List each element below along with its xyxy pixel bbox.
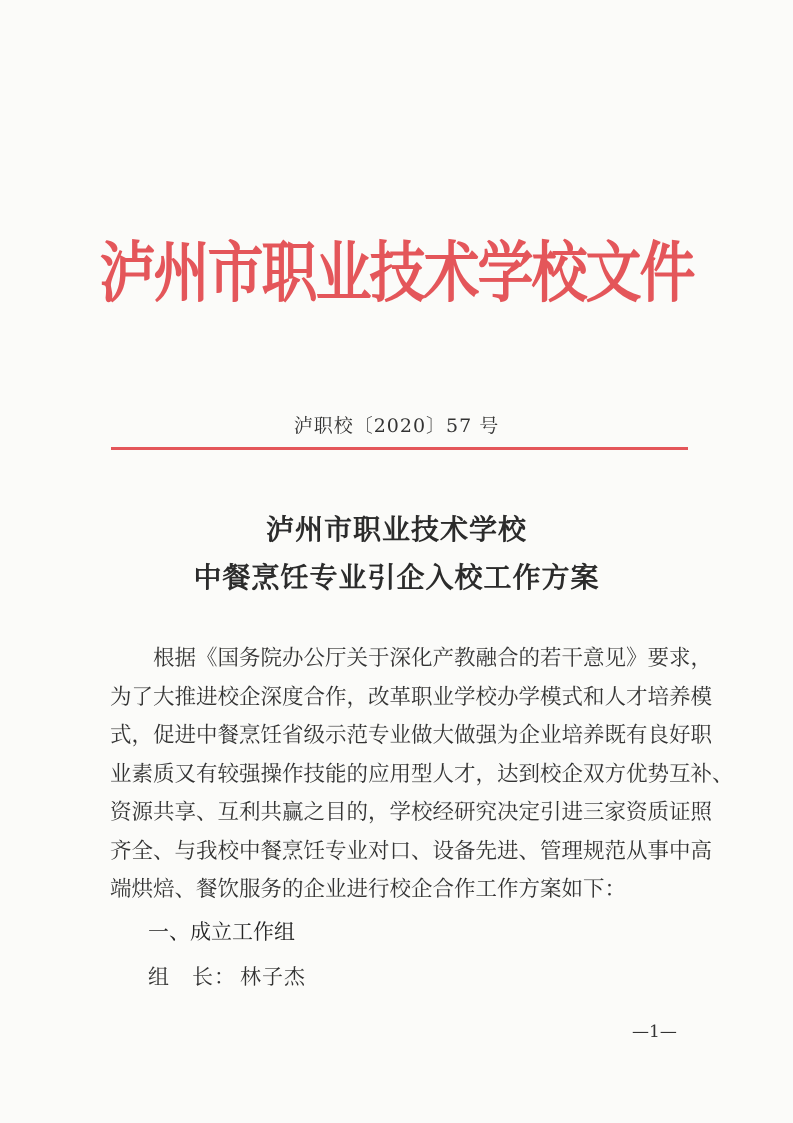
member-name: 林子杰 xyxy=(240,965,306,989)
member-role-label: 组 长： xyxy=(148,965,236,989)
paragraph-line: 式，促进中餐烹饪省级示范专业做大做强为企业培养既有良好职 xyxy=(110,723,713,748)
paragraph-line: 业素质又有较强操作技能的应用型人才，达到校企双方优势互补、 xyxy=(110,761,734,787)
paragraph-line: 根据《国务院办公厅关于深化产教融合的若干意见》要求， xyxy=(110,646,713,671)
paragraph-line: 为了大推进校企深度合作，改革职业学校办学模式和人才培养模 xyxy=(110,684,713,710)
red-divider-line xyxy=(111,447,688,450)
section-heading: 一、成立工作组 xyxy=(148,920,295,944)
document-title-line-1: 泸州市职业技术学校 xyxy=(265,513,527,546)
team-leader-line xyxy=(148,961,306,991)
document-number: 泸职校〔2020〕57 号 xyxy=(293,415,500,437)
document-title-line-2: 中餐烹饪专业引企入校工作方案 xyxy=(193,561,600,594)
body-paragraph xyxy=(110,640,734,910)
paragraph-line: 齐全、与我校中餐烹饪专业对口、设备先进、管理规范从事中高 xyxy=(110,838,713,864)
org-header-title: 泸州市职业技术学校文件 xyxy=(99,234,694,312)
page-number: —1— xyxy=(632,1022,677,1042)
paragraph-line: 端烘焙、餐饮服务的企业进行校企合作工作方案如下： xyxy=(110,877,627,902)
paragraph-line: 资源共享、互利共赢之目的，学校经研究决定引进三家资质证照 xyxy=(110,800,713,825)
